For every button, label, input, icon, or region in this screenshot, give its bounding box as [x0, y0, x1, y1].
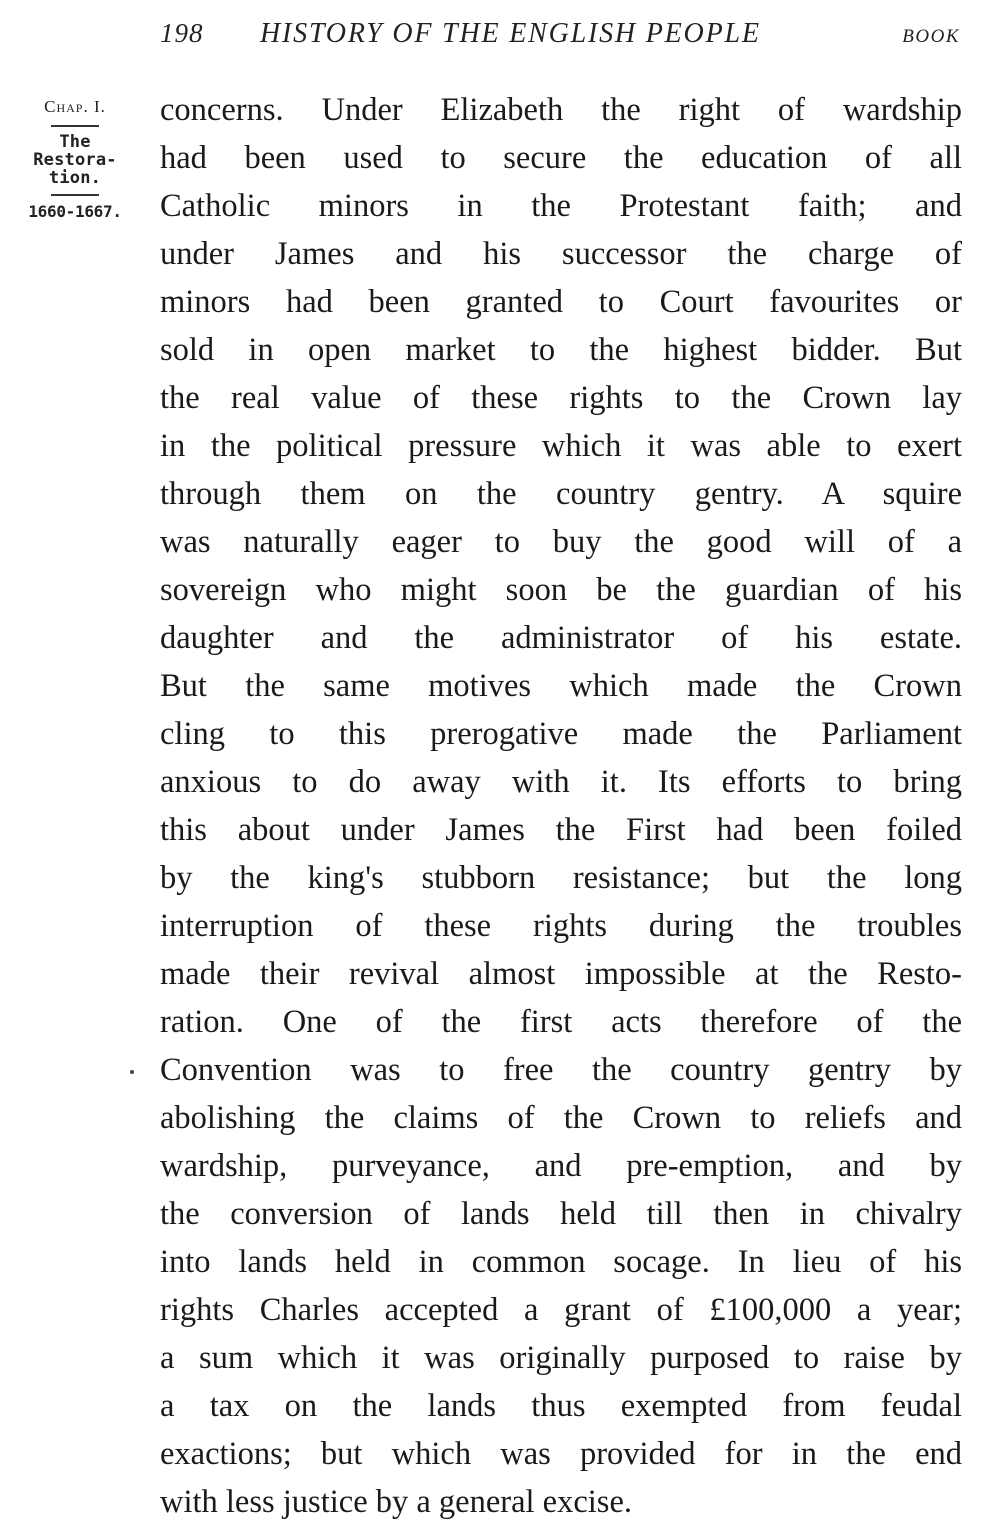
- text-line: the conversion of lands held till then in chivalry: [160, 1196, 962, 1232]
- running-title: HISTORY OF THE ENGLISH PEOPLE: [260, 18, 761, 49]
- text-line: exactions; but which was provided for in the end: [160, 1436, 962, 1472]
- text-line: by the king's stubborn resistance; but the long: [160, 860, 962, 896]
- text-line: made their revival almost impossible at the Resto-: [160, 956, 962, 992]
- text-line: sovereign who might soon be the guardian of his: [160, 572, 962, 608]
- page-number: 198: [160, 18, 204, 48]
- text-line: into lands held in common socage. In lieu of his: [160, 1244, 962, 1280]
- text-line: daughter and the administrator of his estate.: [160, 620, 962, 656]
- margin-ink-mark: [130, 1070, 134, 1074]
- margin-divider: [51, 194, 99, 196]
- margin-notes: [16, 96, 134, 222]
- running-header: [160, 16, 960, 56]
- margin-divider: [51, 125, 99, 127]
- text-line: Catholic minors in the Protestant faith; and: [160, 188, 962, 224]
- text-line: under James and his successor the charge of: [160, 236, 962, 272]
- text-line: Convention was to free the country gentry by: [160, 1052, 962, 1088]
- text-line: concerns. Under Elizabeth the right of wardship: [160, 92, 962, 128]
- text-line: rights Charles accepted a grant of £100,000 a year;: [160, 1292, 962, 1328]
- text-line: with less justice by a general excise.: [160, 1484, 632, 1520]
- margin-section-line: The: [59, 132, 91, 152]
- text-line: interruption of these rights during the troubles: [160, 908, 962, 944]
- text-line: anxious to do away with it. Its efforts to bring: [160, 764, 962, 800]
- text-line: had been used to secure the education of all: [160, 140, 962, 176]
- running-book-label: BOOK: [902, 26, 960, 47]
- text-line: sold in open market to the highest bidder. But: [160, 332, 962, 368]
- text-line: minors had been granted to Court favourites or: [160, 284, 962, 320]
- text-line: a tax on the lands thus exempted from feudal: [160, 1388, 962, 1424]
- text-line: wardship, purveyance, and pre-emption, and by: [160, 1148, 962, 1184]
- text-line: abolishing the claims of the Crown to reliefs and: [160, 1100, 962, 1136]
- text-line: this about under James the First had been foiled: [160, 812, 962, 848]
- text-line: But the same motives which made the Crown: [160, 668, 962, 704]
- margin-chapter: Chap. I.: [44, 97, 106, 116]
- margin-section-line: tion.: [48, 168, 102, 188]
- margin-dates: 1660-1667.: [28, 202, 122, 221]
- body-text: [160, 86, 962, 1526]
- text-line: in the political pressure which it was able to exert: [160, 428, 962, 464]
- text-line: ration. One of the first acts therefore of the: [160, 1004, 962, 1040]
- text-line: cling to this prerogative made the Parliament: [160, 716, 962, 752]
- text-line: through them on the country gentry. A squire: [160, 476, 962, 512]
- text-line: a sum which it was originally purposed to raise by: [160, 1340, 962, 1376]
- margin-section-title: [16, 133, 134, 187]
- text-line: the real value of these rights to the Crown lay: [160, 380, 962, 416]
- margin-section-line: Restora-: [33, 150, 117, 170]
- text-line: was naturally eager to buy the good will of a: [160, 524, 962, 560]
